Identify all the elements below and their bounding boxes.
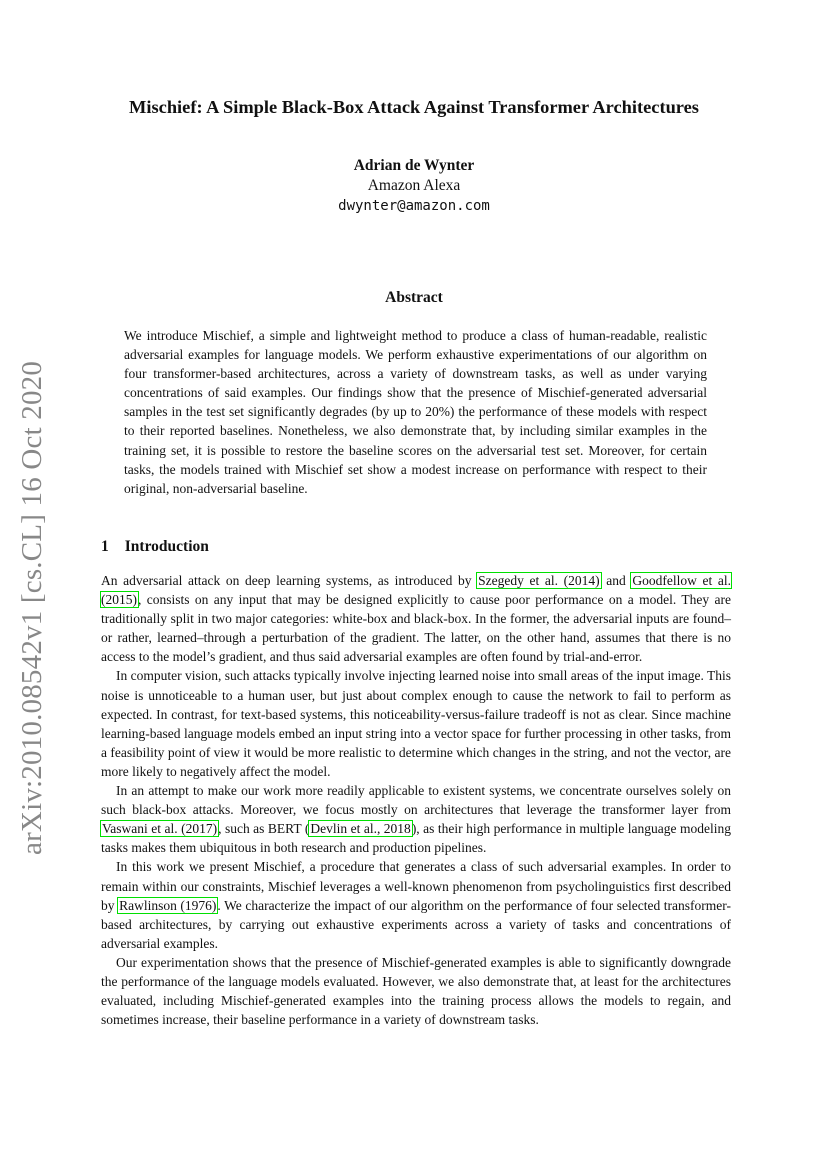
section-heading-introduction <box>101 537 209 557</box>
citation-link-devlin[interactable]: Devlin et al., 2018 <box>310 821 411 837</box>
paragraph-text: . We characterize the impact of our algorithm on the performance of four selected transformer-based architectures, by carrying out exhaustive experiments across a variety of tasks and concentrations of adversarial examples. <box>101 897 731 951</box>
paragraph-2: In computer vision, such attacks typically involve injecting learned noise into small areas of the input image. This noise is unnoticeable to a human user, but just about complex enough to cause the network to fail to perform as expected. In contrast, for text-based systems, this noticeability-versus-failure tradeoff is not as clear. Since machine learning-based language models embed an input string into a vector space for further processing in other tasks, from a feasibility point of view it would be more realistic to determine which changes in the string, and not the vector, are more likely to negatively affect the model. <box>101 668 731 779</box>
section-number: 1 <box>101 538 109 555</box>
section-title: Introduction <box>124 538 209 555</box>
paragraph-3 <box>101 781 731 857</box>
citation-link-szegedy[interactable]: Szegedy et al. (2014) <box>478 573 600 588</box>
paragraph-text: In this work we present Mischief, a procedure that generates a class of such adversarial examples. In order to remain within our constraints, Mischief leverages a well-known phenomenon from psycholinguistics first described by <box>101 859 731 913</box>
paragraph-1 <box>101 571 731 666</box>
abstract-heading: Abstract <box>385 289 443 306</box>
paragraph-4 <box>101 857 731 952</box>
paragraph-5: Our experimentation shows that the presence of Mischief-generated examples is able to significantly downgrade the performance of the language models evaluated. However, we also demonstrate that, at least for the architectures evaluated, including Mischief-generated examples into the training process allows the models to regain, and sometimes increase, their baseline performance in a variety of downstream tasks. <box>101 954 731 1028</box>
abstract-body <box>124 326 707 498</box>
paragraph-text: , consists on any input that may be designed explicitly to cause poor performance on a model. They are traditionally split in two major categories: white-box and black-box. In the former, the adversarial inputs are found–or rather, learned–through a perturbation of the gradient. The latter, on the other hand, assumes that there is no access to the model’s gradient, and thus said adversarial examples are often found by trial-and-error. <box>101 592 731 665</box>
paragraph-text: ), as their high performance in multiple language modeling tasks makes them ubiquitous in both research and production pipelines. <box>101 821 732 856</box>
paragraph-text: and <box>600 573 632 588</box>
arxiv-identifier-stamp: arXiv:2010.08542v1 [cs.CL] 16 Oct 2020 <box>16 360 48 855</box>
paragraph-text: An adversarial attack on deep learning systems, as introduced by <box>101 573 478 588</box>
citation-link-vaswani[interactable]: Vaswani et al. (2017) <box>102 821 218 837</box>
paragraph-text: , such as BERT ( <box>218 821 310 837</box>
citation-link-rawlinson[interactable]: Rawlinson (1976) <box>119 897 217 913</box>
author-email: dwynter@amazon.com <box>338 198 490 214</box>
introduction-body <box>101 571 731 1029</box>
author-affiliation: Amazon Alexa <box>367 177 461 194</box>
abstract-text: We introduce Mischief, a simple and lightweight method to produce a class of human-readable, realistic adversarial examples for language models. We perform exhaustive experimentations of our algorithm on four transformer-based architectures, across a variety of downstream tasks, as well as under varying concentrations of said examples. Our findings show that the presence of Mischief-generated adversarial samples in the test set significantly degrades (by up to 20%) the performance of these models with respect to their reported baselines. Nonetheless, we also demonstrate that, by including similar examples in the training set, it is possible to restore the baseline scores on the adversarial test set. Moreover, for certain tasks, the models trained with Mischief set show a modest increase on performance with respect to their original, non-adversarial baseline. <box>124 328 707 496</box>
author-name: Adrian de Wynter <box>353 157 475 174</box>
paper-title: Mischief: A Simple Black-Box Attack Against Transformer Architectures <box>129 97 699 117</box>
citation-link-goodfellow[interactable]: Goodfellow et al. (2015) <box>101 573 731 608</box>
paragraph-text: In an attempt to make our work more readily applicable to existent systems, we concentrate ourselves solely on such black-box attacks. Moreover, we focus mostly on architectures that leverage the transformer layer from <box>101 783 731 818</box>
